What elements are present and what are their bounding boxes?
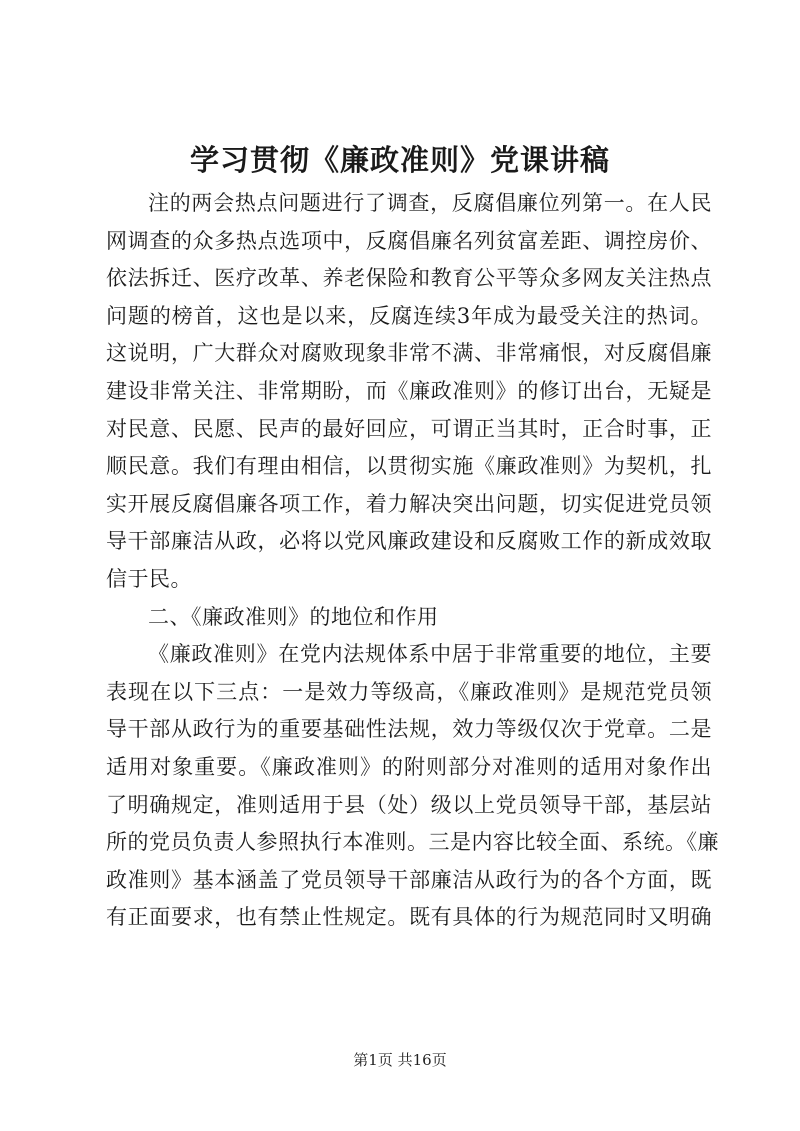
text-line: 适用对象重要。《廉政准则》的附则部分对准则的适用对象作出 [106,754,712,779]
text-line: 网调查的众多热点选项中，反腐倡廉名列贫富差距、调控房价、 [106,228,712,253]
text-line: 导干部从政行为的重要基础性法规，效力等级仅次于党章。二是 [106,717,712,742]
text-line: 信于民。 [106,566,192,591]
text-line: 建设非常关注、非常期盼，而《廉政准则》的修订出台，无疑是 [106,378,712,403]
text-line: 所的党员负责人参照执行本准则。三是内容比较全面、系统。《廉 [106,830,719,855]
text-line: 了明确规定，准则适用于县（处）级以上党员领导干部，基层站 [106,792,712,817]
document-body [106,185,719,937]
text-line: 《廉政准则》在党内法规体系中居于非常重要的地位，主要 [148,642,712,667]
text-line: 实开展反腐倡廉各项工作，着力解决突出问题，切实促进党员领 [106,491,712,516]
text-line: 问题的榜首，这也是以来，反腐连续3年成为最受关注的热词。 [106,303,712,328]
text-line: 导干部廉洁从政，必将以党风廉政建设和反腐败工作的新成效取 [106,529,712,554]
page-footer: 第1页 共16页 [353,1051,447,1069]
document-title: 学习贯彻《廉政准则》党课讲稿 [189,143,610,177]
section-heading: 二、《廉政准则》的地位和作用 [148,604,439,629]
text-line: 注的两会热点问题进行了调查，反腐倡廉位列第一。在人民 [148,191,712,215]
text-line: 顺民意。我们有理由相信，以贯彻实施《廉政准则》为契机，扎 [106,454,712,479]
text-line: 政准则》基本涵盖了党员领导干部廉洁从政行为的各个方面，既 [106,867,712,892]
text-line: 有正面要求，也有禁止性规定。既有具体的行为规范同时又明确 [106,905,712,930]
text-line: 对民意、民愿、民声的最好回应，可谓正当其时，正合时事，正 [106,416,712,441]
text-line: 这说明，广大群众对腐败现象非常不满、非常痛恨，对反腐倡廉 [106,341,712,366]
text-line: 依法拆迁、医疗改革、养老保险和教育公平等众多网友关注热点 [106,266,712,291]
text-line: 表现在以下三点：一是效力等级高，《廉政准则》是规范党员领 [106,679,712,704]
